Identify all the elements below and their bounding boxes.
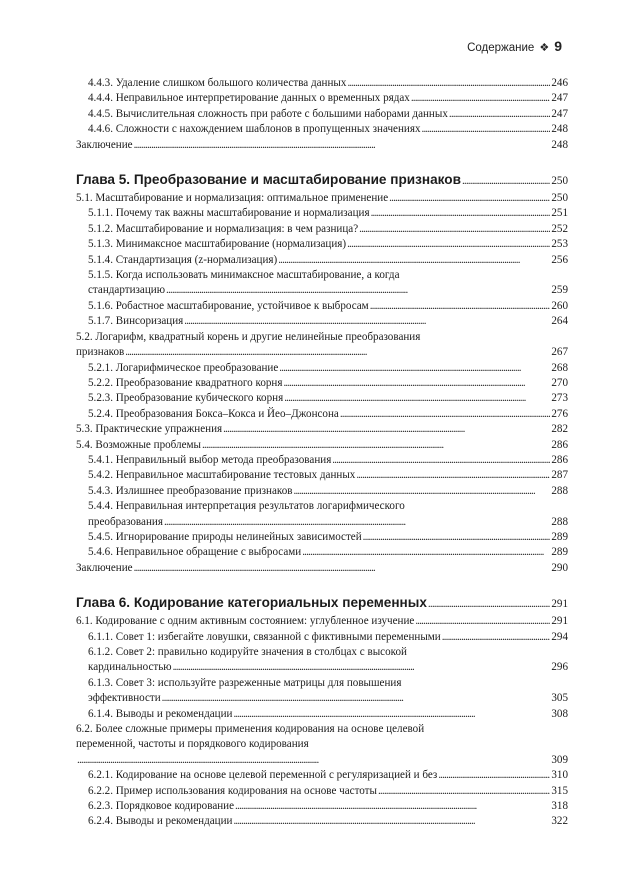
dot-leader xyxy=(233,814,550,829)
toc-entry[interactable] xyxy=(76,768,568,783)
dot-leader xyxy=(332,453,550,468)
toc-entry-title: 5.1.4. Стандартизация (z-нормализация) xyxy=(88,253,278,266)
table-of-contents xyxy=(76,76,568,830)
toc-entry-title: 5.2.2. Преобразование квадратного корня xyxy=(88,376,283,389)
toc-page-number: 268 xyxy=(551,361,568,374)
dot-leader xyxy=(173,660,551,675)
running-header xyxy=(467,38,562,54)
toc-page-number: 264 xyxy=(551,315,568,328)
toc-entry[interactable] xyxy=(76,630,568,645)
toc-entry-title: 5.2.4. Преобразования Бокса–Кокса и Йео–Джонсона xyxy=(88,407,339,420)
dot-leader xyxy=(202,438,550,453)
toc-page-number: 259 xyxy=(551,284,568,297)
toc-entry-title: 5.1.7. Винсоризация xyxy=(88,315,184,328)
toc-page-number: 289 xyxy=(551,530,568,543)
toc-entry-title: 5.4.1. Неправильный выбор метода преобразования xyxy=(88,453,332,466)
dot-leader xyxy=(449,107,550,122)
toc-entry-title: 5.3. Практические упражнения xyxy=(76,423,223,436)
toc-entry[interactable] xyxy=(76,799,568,814)
toc-entry[interactable] xyxy=(76,407,568,422)
toc-entry-title: 5.2.3. Преобразование кубического корня xyxy=(88,392,284,405)
toc-entry-title: эффективности xyxy=(88,692,161,705)
toc-entry-title: 5.4.5. Игнорирование природы нелинейных зависимостей xyxy=(88,530,362,543)
toc-entry[interactable] xyxy=(76,206,568,221)
dot-leader xyxy=(235,799,550,814)
toc-page-number: 273 xyxy=(551,392,568,405)
toc-page-number: 296 xyxy=(551,661,568,674)
dot-leader xyxy=(77,753,550,768)
toc-page-number: 288 xyxy=(551,515,568,528)
toc-entry[interactable] xyxy=(76,222,568,237)
toc-entry[interactable] xyxy=(76,530,568,545)
toc-entry[interactable] xyxy=(76,138,568,153)
toc-page-number: 267 xyxy=(551,346,568,359)
dot-leader xyxy=(279,361,550,376)
toc-entry-title: 4.4.3. Удаление слишком большого количества данных xyxy=(88,77,347,89)
page-number: 9 xyxy=(554,38,562,54)
toc-page-number: 287 xyxy=(551,469,568,482)
dot-leader xyxy=(415,614,550,629)
toc-entry-title: признаков xyxy=(76,346,125,359)
toc-page-number: 250 xyxy=(551,175,568,188)
toc-entry[interactable] xyxy=(76,376,568,391)
toc-page-number: 288 xyxy=(551,484,568,497)
toc-page-number: 286 xyxy=(551,438,568,451)
dot-leader xyxy=(302,545,550,560)
toc-entry-title: 5.1. Масштабирование и нормализация: оптимальное применение xyxy=(76,192,389,205)
toc-entry[interactable] xyxy=(76,91,568,106)
toc-page-number: 256 xyxy=(551,253,568,266)
toc-entry[interactable] xyxy=(76,545,568,560)
toc-entry[interactable] xyxy=(76,484,568,499)
toc-entry-title-line: 5.4.4. Неправильная интерпретация результатов логарифмического xyxy=(88,500,405,513)
toc-entry-title: 6.2.4. Выводы и рекомендации xyxy=(88,815,233,828)
toc-entry[interactable] xyxy=(76,453,568,468)
toc-page-number: 309 xyxy=(551,753,568,766)
dot-leader xyxy=(438,768,550,783)
dot-leader xyxy=(134,138,551,153)
dot-leader xyxy=(389,191,550,206)
toc-entry-title: преобразования xyxy=(88,515,163,528)
ornament-icon: ❖ xyxy=(539,42,550,54)
toc-page-number: 248 xyxy=(551,123,568,136)
toc-entry-title: 5.1.1. Почему так важны масштабирование и нормализация xyxy=(88,207,370,220)
toc-page-number: 253 xyxy=(551,238,568,251)
toc-entry[interactable] xyxy=(76,645,568,676)
dot-leader xyxy=(347,237,550,252)
toc-page-number: 247 xyxy=(551,92,568,105)
toc-entry[interactable] xyxy=(76,191,568,206)
toc-page-number: 248 xyxy=(551,138,568,151)
toc-entry-title: 4.4.5. Вычислительная сложность при работе с большими наборами данных xyxy=(88,107,448,120)
toc-entry-title: 6.2.2. Пример использования кодирования на основе частоты xyxy=(88,784,377,797)
toc-entry[interactable] xyxy=(76,499,568,530)
toc-entry-title-line: 6.1.3. Совет 3: используйте разреженные матрицы для повышения xyxy=(88,676,402,689)
toc-entry[interactable] xyxy=(76,330,568,361)
toc-entry-title: 6.2.3. Порядковое кодирование xyxy=(88,800,235,813)
toc-page-number: 270 xyxy=(551,376,568,389)
dot-leader xyxy=(347,76,550,91)
toc-entry-title: 4.4.6. Сложности с нахождением шаблонов в пропущенных значениях xyxy=(88,123,421,136)
toc-entry[interactable] xyxy=(76,268,568,299)
toc-page-number: 252 xyxy=(551,222,568,235)
toc-entry-title: 5.4.6. Неправильное обращение с выбросами xyxy=(88,546,302,559)
toc-entry-title: Заключение xyxy=(76,138,133,151)
toc-entry-title-line: переменной, частоты и порядкового кодирования xyxy=(76,738,309,751)
dot-leader xyxy=(370,299,551,314)
dot-leader xyxy=(166,283,550,298)
dot-leader xyxy=(371,206,551,221)
toc-entry-title: 4.4.4. Неправильное интерпретирование данных о временных рядах xyxy=(88,92,410,105)
toc-entry[interactable] xyxy=(76,299,568,314)
dot-leader xyxy=(294,484,551,499)
toc-page-number: 260 xyxy=(551,299,568,312)
dot-leader xyxy=(284,391,550,406)
toc-page-number: 308 xyxy=(551,707,568,720)
dot-leader xyxy=(283,376,550,391)
toc-entry-title: стандартизацию xyxy=(88,284,165,297)
toc-entry[interactable] xyxy=(76,722,568,768)
dot-leader xyxy=(278,253,550,268)
toc-entry-title: 5.2.1. Логарифмическое преобразование xyxy=(88,361,279,374)
dot-leader xyxy=(340,407,551,422)
toc-entry-title: 6.1. Кодирование с одним активным состоянием: углубленное изучение xyxy=(76,615,415,628)
toc-entry-title: 5.4.3. Излишнее преобразование признаков xyxy=(88,484,293,497)
dot-leader xyxy=(184,314,550,329)
toc-page-number: 318 xyxy=(551,800,568,813)
chapter-title: Глава 6. Кодирование категориальных переменных xyxy=(76,595,427,611)
toc-entry[interactable] xyxy=(76,361,568,376)
dot-leader xyxy=(223,422,550,437)
toc-entry-title-line: 6.1.2. Совет 2: правильно кодируйте значения в столбцах с высокой xyxy=(88,646,407,658)
toc-entry[interactable] xyxy=(76,814,568,829)
toc-entry[interactable] xyxy=(76,237,568,252)
toc-page-number: 322 xyxy=(551,815,568,828)
dot-leader xyxy=(462,172,550,190)
toc-entry[interactable] xyxy=(76,253,568,268)
toc-entry[interactable] xyxy=(76,107,568,122)
toc-page-number: 251 xyxy=(551,207,568,220)
toc-page-number: 289 xyxy=(551,546,568,559)
toc-entry-title: 5.1.6. Робастное масштабирование, устойчивое к выбросам xyxy=(88,299,369,312)
toc-entry-title: 5.1.3. Минимаксное масштабирование (нормализация) xyxy=(88,238,347,251)
toc-entry-title: 6.1.1. Совет 1: избегайте ловушки, связанной с фиктивными переменными xyxy=(88,630,441,643)
toc-page-number: 250 xyxy=(551,192,568,205)
dot-leader xyxy=(378,784,550,799)
toc-entry[interactable] xyxy=(76,561,568,576)
toc-entry[interactable] xyxy=(76,122,568,137)
toc-entry[interactable] xyxy=(76,784,568,799)
toc-entry[interactable] xyxy=(76,422,568,437)
toc-entry-title: 6.2.1. Кодирование на основе целевой переменной с регуляризацией и без xyxy=(88,769,438,782)
toc-page-number: 305 xyxy=(551,692,568,705)
toc-entry-title: кардинальностью xyxy=(88,661,172,674)
dot-leader xyxy=(411,91,551,106)
toc-entry[interactable] xyxy=(76,391,568,406)
toc-page-number: 315 xyxy=(551,784,568,797)
toc-page-number: 291 xyxy=(551,615,568,628)
toc-chapter-heading[interactable] xyxy=(76,171,568,190)
dot-leader xyxy=(125,345,550,360)
section-title: Содержание xyxy=(467,42,535,54)
toc-page-number: 290 xyxy=(551,561,568,574)
toc-chapter-heading[interactable] xyxy=(76,594,568,613)
dot-leader xyxy=(356,468,550,483)
dot-leader xyxy=(363,530,551,545)
toc-entry[interactable] xyxy=(76,468,568,483)
toc-entry-title-line: 5.2. Логарифм, квадратный корень и другие нелинейные преобразования xyxy=(76,330,421,343)
toc-page-number: 291 xyxy=(551,598,568,611)
dot-leader xyxy=(134,561,551,576)
toc-page-number: 282 xyxy=(551,423,568,436)
toc-page-number: 310 xyxy=(551,769,568,782)
toc-entry-title-line: 5.1.5. Когда использовать минимаксное масштабирование, а когда xyxy=(88,269,400,282)
dot-leader xyxy=(442,630,551,645)
toc-entry[interactable] xyxy=(76,707,568,722)
dot-leader xyxy=(162,691,551,706)
toc-entry[interactable] xyxy=(76,76,568,91)
toc-page-number: 276 xyxy=(551,407,568,420)
dot-leader xyxy=(164,515,550,530)
toc-entry-title: 6.1.4. Выводы и рекомендации xyxy=(88,707,233,720)
dot-leader xyxy=(233,707,550,722)
toc-entry[interactable] xyxy=(76,438,568,453)
chapter-title: Глава 5. Преобразование и масштабирование признаков xyxy=(76,172,461,188)
toc-entry-title: 5.1.2. Масштабирование и нормализация: в чем разница? xyxy=(88,222,359,235)
toc-page-number: 294 xyxy=(551,630,568,643)
toc-entry-title: 5.4.2. Неправильное масштабирование тестовых данных xyxy=(88,469,356,482)
toc-page-number: 247 xyxy=(551,107,568,120)
toc-page-number: 246 xyxy=(551,77,568,89)
toc-entry-title: Заключение xyxy=(76,561,133,574)
dot-leader xyxy=(428,595,550,613)
dot-leader xyxy=(359,222,550,237)
toc-entry-title-line: 6.2. Более сложные примеры применения кодирования на основе целевой xyxy=(76,723,425,736)
toc-entry[interactable] xyxy=(76,314,568,329)
dot-leader xyxy=(422,122,551,137)
toc-entry-title: 5.4. Возможные проблемы xyxy=(76,438,201,451)
toc-entry[interactable] xyxy=(76,614,568,629)
toc-entry[interactable] xyxy=(76,676,568,707)
toc-page-number: 286 xyxy=(551,453,568,466)
